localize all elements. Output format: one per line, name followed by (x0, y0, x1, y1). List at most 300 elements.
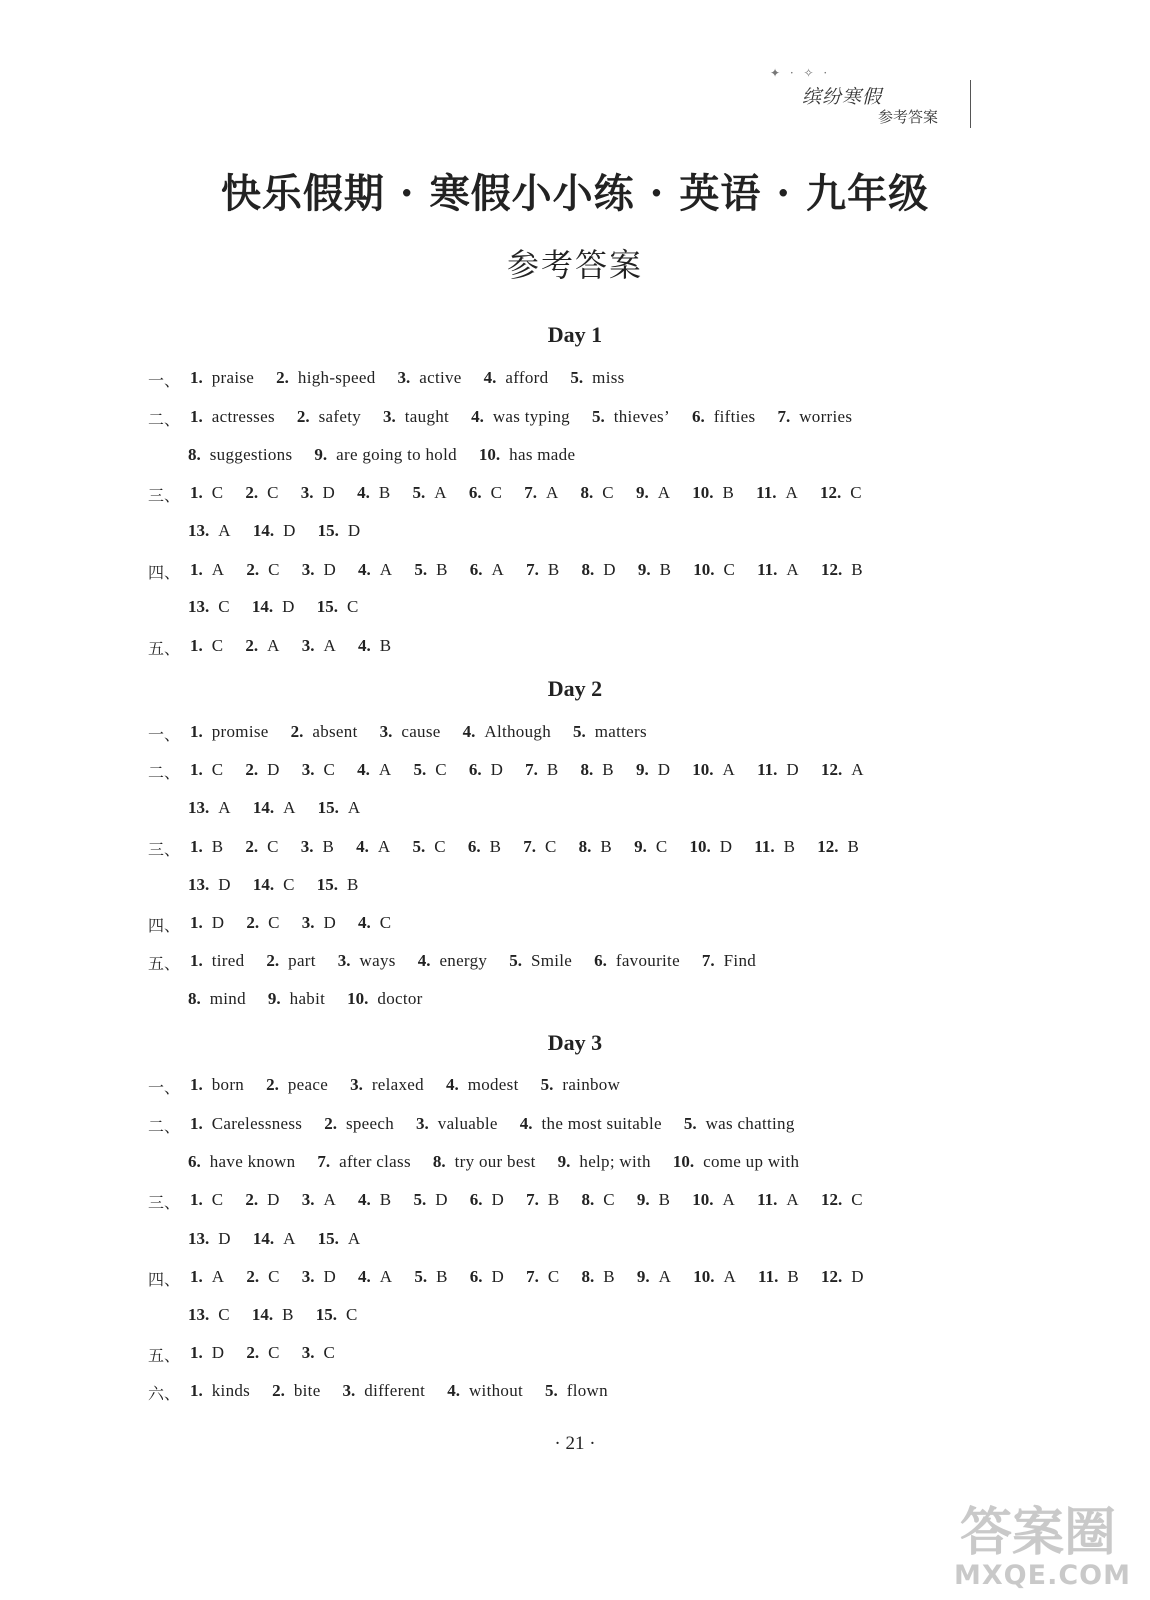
answer-text: B (787, 1267, 799, 1286)
answer-text: A (722, 760, 736, 779)
question-number: 2. (245, 760, 259, 779)
answer-item (301, 837, 334, 857)
answer-text: favourite (615, 951, 680, 970)
section-number: 五、 (148, 639, 181, 658)
answer-item (418, 951, 488, 971)
answer-text: A (211, 1267, 225, 1286)
question-number: 9. (635, 760, 649, 779)
answer-item (581, 483, 614, 503)
answer-item (757, 1190, 799, 1210)
answer-text: without (468, 1381, 524, 1400)
question-number: 5. (545, 1381, 558, 1400)
answer-items (190, 760, 886, 780)
question-number: 7. (701, 951, 715, 970)
section-number: 三、 (148, 1193, 181, 1212)
answer-item (252, 597, 295, 617)
answer-items (190, 636, 413, 656)
answer-item (246, 913, 279, 933)
answer-item (356, 837, 390, 857)
answer-item (302, 1267, 336, 1287)
question-number: 1. (190, 1075, 203, 1094)
question-number: 13. (188, 798, 210, 817)
answer-text: A (378, 760, 392, 779)
question-number: 13. (188, 875, 210, 894)
answer-text: have known (209, 1152, 296, 1171)
answer-row (148, 1152, 968, 1182)
answer-item (673, 1152, 799, 1172)
answer-items (188, 445, 597, 465)
answer-text: C (850, 483, 862, 502)
section-number: 三、 (148, 486, 181, 505)
question-number: 5. (414, 1267, 428, 1286)
answer-text: was chatting (705, 1114, 795, 1133)
question-number: 13. (188, 1305, 210, 1324)
answer-items (190, 407, 874, 427)
question-number: 10. (478, 445, 501, 464)
answer-item (276, 368, 375, 388)
answer-item (302, 1190, 336, 1210)
answer-row (148, 1305, 968, 1335)
answer-item (318, 521, 361, 541)
answer-item (253, 798, 296, 818)
answer-item (468, 837, 501, 857)
answer-text: active (419, 368, 462, 387)
answer-text: C (211, 636, 224, 655)
answer-item (581, 560, 615, 580)
answer-text: flown (566, 1381, 608, 1400)
answer-item (692, 760, 735, 780)
answer-items (188, 597, 381, 617)
answer-text: A (545, 483, 559, 502)
question-number: 11. (757, 1190, 778, 1209)
question-number: 1. (190, 483, 203, 502)
question-number: 12. (820, 1267, 843, 1286)
question-number: 5. (540, 1075, 554, 1094)
answer-item (541, 1075, 621, 1095)
answer-item (638, 560, 671, 580)
answer-items (188, 1152, 821, 1172)
answer-item (358, 560, 392, 580)
answer-text: tired (211, 951, 245, 970)
section-number: 四、 (148, 1270, 181, 1289)
question-number: 7. (526, 1267, 539, 1286)
answer-text: D (211, 1343, 225, 1362)
answer-text: C (323, 760, 336, 779)
answer-item (777, 407, 852, 427)
answer-text: A (323, 1190, 337, 1209)
answer-item (350, 1075, 424, 1095)
answer-text: A (377, 837, 391, 856)
question-number: 9. (557, 1152, 571, 1171)
question-number: 1. (190, 1190, 203, 1209)
answer-row (148, 875, 968, 905)
answer-item (579, 837, 612, 857)
answer-text: B (851, 560, 863, 579)
answer-items (190, 913, 413, 933)
answer-text: worries (799, 407, 853, 426)
answer-text: high-speed (297, 368, 376, 387)
answer-item (302, 636, 336, 656)
answer-text: B (600, 837, 613, 856)
answer-row (148, 560, 968, 590)
header-badge (770, 66, 980, 134)
answer-item (594, 951, 680, 971)
question-number: 9. (634, 837, 647, 856)
answer-item (317, 1152, 410, 1172)
answer-items (190, 368, 647, 388)
answer-row (148, 1190, 968, 1220)
answer-item (347, 989, 422, 1009)
answer-text: A (722, 1190, 736, 1209)
answer-item (245, 1190, 279, 1210)
answer-item (702, 951, 756, 971)
answer-text: C (545, 837, 557, 856)
answer-item (525, 760, 558, 780)
answer-item (757, 560, 799, 580)
question-number: 9. (636, 1190, 650, 1209)
answer-item (188, 521, 231, 541)
question-number: 1. (190, 636, 203, 655)
answer-row (148, 722, 968, 752)
answer-item (297, 407, 361, 427)
answer-item (190, 951, 244, 971)
answer-item (636, 483, 670, 503)
answer-item (253, 521, 296, 541)
answer-item (190, 1343, 224, 1363)
question-number: 14. (251, 597, 274, 616)
answer-item (754, 837, 795, 857)
answer-text: D (657, 760, 671, 779)
answer-text: B (722, 483, 735, 502)
answer-text: actresses (211, 407, 275, 426)
answer-item (190, 1381, 250, 1401)
answer-row (148, 989, 968, 1019)
answer-text: B (282, 1305, 294, 1324)
answer-text: D (218, 1229, 231, 1248)
question-number: 4. (483, 368, 497, 387)
answer-text: come up with (703, 1152, 800, 1171)
answer-item (302, 913, 336, 933)
answer-items (188, 1229, 382, 1249)
answer-text: has made (509, 445, 576, 464)
question-number: 12. (820, 1190, 843, 1209)
answer-item (693, 1267, 736, 1287)
answer-text: kinds (211, 1381, 251, 1400)
page-subtitle: 参考答案 (506, 246, 643, 284)
answer-text: D (323, 1267, 337, 1286)
question-number: 6. (467, 837, 481, 856)
answer-item (188, 875, 231, 895)
answer-text: C (434, 837, 446, 856)
answer-text: C (603, 1190, 615, 1209)
answer-item (302, 1343, 335, 1363)
question-number: 2. (272, 1381, 285, 1400)
answer-item (266, 1075, 328, 1095)
answer-text: speech (345, 1114, 395, 1133)
answer-items (190, 1114, 817, 1134)
answer-item (469, 483, 502, 503)
question-number: 2. (266, 1075, 279, 1094)
question-number: 2. (276, 368, 289, 387)
answer-text: C (218, 1305, 230, 1324)
answer-text: B (847, 837, 860, 856)
answer-text: praise (211, 368, 255, 387)
answer-item (634, 837, 667, 857)
question-number: 2. (324, 1114, 337, 1133)
answer-text: A (434, 483, 447, 502)
question-number: 5. (591, 407, 605, 426)
question-number: 9. (635, 483, 649, 502)
answer-item (190, 636, 223, 656)
question-number: 13. (188, 1229, 210, 1248)
answer-item (358, 636, 391, 656)
answer-text: Smile (530, 951, 573, 970)
answer-item (756, 483, 798, 503)
answer-item (343, 1381, 426, 1401)
question-number: 5. (412, 837, 426, 856)
question-number: 9. (636, 1267, 650, 1286)
answer-row (148, 407, 968, 437)
answer-item (469, 760, 503, 780)
answer-text: try our best (454, 1152, 536, 1171)
answer-item (324, 1114, 394, 1134)
answer-item (821, 1267, 864, 1287)
answer-row (148, 1075, 968, 1105)
question-number: 4. (417, 951, 431, 970)
answer-text: A (379, 1267, 393, 1286)
answer-item (190, 560, 224, 580)
question-number: 2. (246, 560, 260, 579)
answer-row (148, 597, 968, 627)
answer-item (509, 951, 572, 971)
answer-item (190, 483, 223, 503)
question-number: 7. (317, 1152, 331, 1171)
answer-text: C (268, 1267, 280, 1286)
answer-text: rainbow (562, 1075, 621, 1094)
answer-text: are going to hold (336, 445, 457, 464)
answer-text: D (786, 760, 799, 779)
question-number: 10. (347, 989, 369, 1008)
answer-item (317, 597, 359, 617)
answer-text: D (218, 875, 231, 894)
answer-item (338, 951, 396, 971)
answer-text: A (347, 798, 361, 817)
question-number: 11. (757, 560, 778, 579)
answer-item (581, 1267, 614, 1287)
answer-text: D (435, 1190, 448, 1209)
answer-text: B (379, 636, 392, 655)
question-number: 14. (252, 1229, 275, 1248)
answer-text: D (267, 760, 280, 779)
page-title: 快乐假期 · 寒假小小练 · 英语 · 九年级 (220, 170, 930, 217)
answer-item (558, 1152, 651, 1172)
answer-item (253, 1229, 296, 1249)
answer-text: valuable (437, 1114, 498, 1133)
answer-item (245, 837, 278, 857)
question-number: 11. (754, 837, 775, 856)
answer-item (523, 837, 556, 857)
answer-text: D (267, 1190, 280, 1209)
section-number: 二、 (148, 1117, 181, 1136)
question-number: 9. (314, 445, 328, 464)
answer-item (470, 1267, 504, 1287)
answer-row (148, 1229, 968, 1259)
question-number: 15. (316, 597, 338, 616)
question-number: 5. (412, 483, 426, 502)
answer-text: C (218, 597, 230, 616)
question-number: 5. (683, 1114, 697, 1133)
answer-text: A (283, 1229, 296, 1248)
answer-text: A (786, 1190, 799, 1209)
question-number: 6. (188, 1152, 201, 1171)
question-number: 8. (581, 1267, 595, 1286)
section-number: 五、 (148, 954, 181, 973)
answer-row (148, 521, 968, 551)
question-number: 8. (581, 560, 595, 579)
answer-items (188, 989, 445, 1009)
day-heading: Day 1 (547, 322, 603, 347)
question-number: 9. (267, 989, 281, 1008)
answer-text: B (378, 483, 391, 502)
answer-text: B (603, 1267, 615, 1286)
question-number: 3. (342, 1381, 356, 1400)
answer-text: C (490, 483, 503, 502)
question-number: 12. (817, 837, 839, 856)
answer-text: B (602, 760, 614, 779)
header-brand: 缤纷寒假 (802, 86, 883, 108)
question-number: 2. (266, 951, 280, 970)
answer-text: C (323, 1343, 336, 1362)
answer-row (148, 483, 968, 513)
question-number: 7. (523, 837, 537, 856)
answer-row (148, 798, 968, 828)
answer-item (190, 837, 223, 857)
answer-text: D (323, 913, 337, 932)
question-number: 14. (252, 521, 275, 540)
answer-text: A (267, 636, 280, 655)
answer-row (148, 837, 968, 867)
question-number: 6. (594, 951, 607, 970)
answer-text: different (364, 1381, 426, 1400)
header-subtitle: 参考答案 (878, 108, 939, 126)
question-number: 7. (524, 483, 537, 502)
answer-text: B (211, 837, 224, 856)
answer-text: relaxed (371, 1075, 424, 1094)
question-number: 3. (337, 951, 351, 970)
question-number: 4. (462, 722, 476, 741)
answer-text: B (346, 875, 359, 894)
question-number: 1. (190, 837, 203, 856)
answer-item (692, 483, 734, 503)
section-number: 三、 (148, 840, 181, 859)
answer-item (190, 760, 223, 780)
answer-text: mind (209, 989, 246, 1008)
answer-item (413, 483, 447, 503)
answer-item (188, 989, 246, 1009)
question-number: 4. (358, 1267, 371, 1286)
question-number: 15. (316, 875, 338, 894)
answer-items (190, 483, 884, 503)
answer-item (245, 483, 278, 503)
answer-item (821, 1190, 863, 1210)
question-number: 4. (471, 407, 484, 426)
answer-text: C (267, 483, 279, 502)
answer-item (314, 445, 457, 465)
question-number: 5. (413, 760, 427, 779)
answer-text: D (211, 913, 225, 932)
answer-text: C (851, 1190, 863, 1209)
answer-text: D (491, 1190, 505, 1209)
answer-item (398, 368, 462, 388)
answer-item (190, 722, 269, 742)
question-number: 3. (301, 1267, 315, 1286)
answer-row (148, 1267, 968, 1297)
answer-item (463, 722, 551, 742)
question-number: 10. (693, 1267, 715, 1286)
answer-row (148, 445, 968, 475)
answer-item (253, 875, 295, 895)
answer-text: A (323, 636, 337, 655)
answer-text: after class (339, 1152, 411, 1171)
question-number: 4. (519, 1114, 533, 1133)
question-number: 10. (693, 560, 715, 579)
question-number: 1. (190, 1267, 203, 1286)
answer-row (148, 636, 968, 666)
question-number: 3. (416, 1114, 429, 1133)
answer-item (470, 1190, 504, 1210)
answer-items (190, 560, 885, 580)
answer-text: ways (359, 951, 396, 970)
watermark-logo (950, 1488, 1140, 1596)
answer-items (190, 1075, 642, 1095)
question-number: 7. (526, 560, 539, 579)
section-number: 一、 (148, 1078, 181, 1097)
answer-item (573, 722, 647, 742)
answer-text: D (719, 837, 733, 856)
answer-item (188, 597, 230, 617)
answer-item (416, 1114, 498, 1134)
question-number: 8. (580, 760, 594, 779)
answer-item (471, 407, 570, 427)
answer-item (821, 760, 864, 780)
answer-row (148, 951, 968, 981)
section-number: 一、 (148, 725, 181, 744)
answer-item (190, 1190, 223, 1210)
answer-item (272, 1381, 320, 1401)
answer-item (190, 1267, 224, 1287)
answer-item (526, 1190, 559, 1210)
answer-row (148, 1343, 968, 1373)
question-number: 3. (301, 913, 315, 932)
answer-items (190, 837, 881, 857)
question-number: 3. (301, 636, 315, 655)
question-number: 4. (356, 837, 369, 856)
answer-text: C (211, 760, 224, 779)
question-number: 6. (469, 1267, 483, 1286)
answer-item (592, 407, 670, 427)
question-number: 2. (245, 1190, 259, 1209)
answer-text: A (723, 1267, 737, 1286)
answer-item (524, 483, 558, 503)
answer-row (148, 1114, 968, 1144)
question-number: 2. (246, 913, 260, 932)
answer-item (470, 560, 504, 580)
answer-item (188, 1229, 231, 1249)
answer-text: C (211, 1190, 224, 1209)
answer-text: A (218, 798, 231, 817)
question-number: 3. (301, 1190, 315, 1209)
question-number: 15. (317, 1229, 339, 1248)
